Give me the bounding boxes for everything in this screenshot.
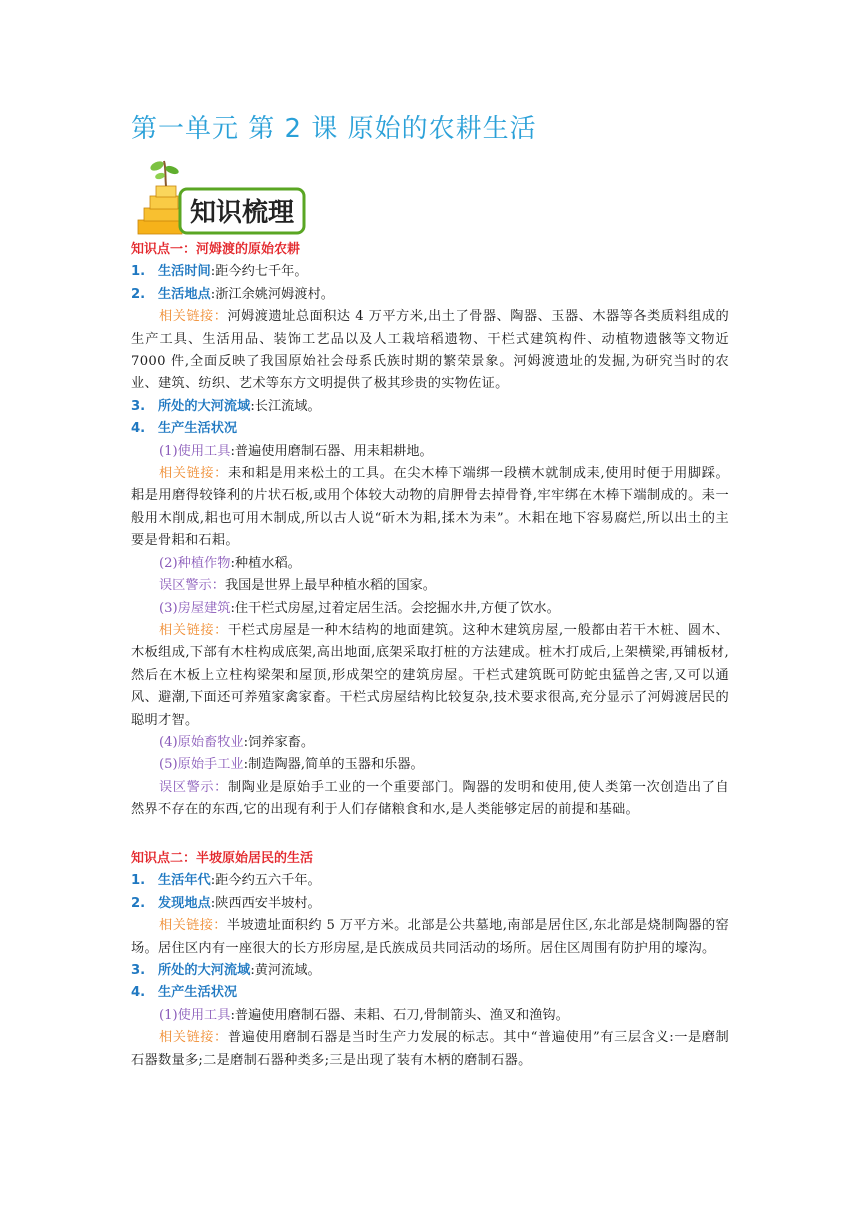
- point1-heading: 知识点一：河姆渡的原始农耕: [131, 242, 301, 257]
- badge-text: 知识梳理: [189, 198, 295, 228]
- point2-item-2: 2. 发现地点:陕西西安半坡村。: [131, 895, 321, 911]
- point1-item-1: 1. 生活时间:距今约七千年。: [131, 264, 308, 280]
- knowledge-badge: [136, 158, 306, 236]
- point1-warning-1: 误区警示：我国是世界上最早种植水稻的国家。: [159, 578, 436, 594]
- point1-sub-4: (4)原始畜牧业:饲养家畜。: [159, 734, 315, 750]
- point2-item-3: 3. 所处的大河流域:黄河流域。: [131, 963, 321, 979]
- point2-item-1: 1. 生活年代:距今约五六千年。: [131, 873, 321, 889]
- point1-link-2: 相关链接：耒和耜是用来松土的工具。在尖木棒下端绑一段横木就制成耒,使用时便于用脚踩。耜是用磨得较锋利的片状石板,或用个体较大动物的肩胛骨去掉骨脊,牢牢绑在木棒下端制成的。耒一般用木削成,耜也可用木制成,所以古人说“斫木为耜,揉木为耒”。木耜在地下容易腐烂,所以出土的主要是骨耜和石耜。: [131, 466, 729, 549]
- page-title: 第一单元 第 2 课 原始的农耕生活: [131, 114, 537, 144]
- point1-link-1: 相关链接：河姆渡遗址总面积达 4 万平方米,出土了骨器、陶器、玉器、木器等各类质料组成的生产工具、生活用品、装饰工艺品以及人工栽培稻遗物、干栏式建筑构件、动植物遗骸等文物近 7000 件,全面反映了我国原始社会母系氏族时期的繁荣景象。河姆渡遗址的发掘,为研究当时的农业、建筑、纺织、艺术等东方文明提供了极其珍贵的实物佐证。: [131, 309, 729, 392]
- point2-item-4: 4. 生产生活状况: [131, 985, 238, 1001]
- point2-link-2: 相关链接：普遍使用磨制石器是当时生产力发展的标志。其中“普遍使用”有三层含义:一是磨制石器数量多;二是磨制石器种类多;三是出现了装有木柄的磨制石器。: [131, 1030, 729, 1068]
- point2-link-1: 相关链接：半坡遗址面积约 5 万平方米。北部是公共墓地,南部是居住区,东北部是烧制陶器的窑场。居住区内有一座很大的长方形房屋,是氏族成员共同活动的场所。居住区周围有防护用的壕沟。: [131, 918, 730, 956]
- knowledge-point-2: [131, 848, 729, 1072]
- point1-item-4: 4. 生产生活状况: [131, 421, 238, 437]
- point1-sub-2: (2)种植作物:种植水稻。: [159, 555, 301, 571]
- point1-sub-3: (3)房屋建筑:住干栏式房屋,过着定居生活。会挖掘水井,方便了饮水。: [159, 600, 560, 616]
- point1-sub-1: (1)使用工具:普遍使用磨制石器、用耒耜耕地。: [159, 443, 433, 459]
- point2-sub-1: (1)使用工具:普遍使用磨制石器、耒耜、石刀,骨制箭头、渔叉和渔钩。: [159, 1007, 569, 1023]
- point1-warning-2: 误区警示：制陶业是原始手工业的一个重要部门。陶器的发明和使用,使人类第一次创造出了自然界不存在的东西,它的出现有利于人们存储粮食和水,是人类能够定居的前提和基础。: [131, 779, 729, 818]
- point1-sub-5: (5)原始手工业:制造陶器,简单的玉器和乐器。: [159, 757, 424, 773]
- point1-item-3: 3. 所处的大河流域:长江流域。: [131, 398, 321, 414]
- point1-item-2: 2. 生活地点:浙江余姚河姆渡村。: [131, 286, 334, 302]
- point2-heading: 知识点二：半坡原始居民的生活: [131, 851, 314, 866]
- point1-link-3: 相关链接：干栏式房屋是一种木结构的地面建筑。这种木建筑房屋,一般都由若干木桩、圆木、木板组成,下部有木柱构成底架,高出地面,底架采取打桩的方法建成。桩木打成后,上架横梁,再铺板材,然后在木板上立柱构梁架和屋顶,形成架空的建筑房屋。干栏式建筑既可防蛇虫猛兽之害,又可以通风、避潮,下面还可养殖家禽家畜。干栏式房屋结构比较复杂,技术要求很高,充分显示了河姆渡居民的聪明才智。: [131, 622, 729, 728]
- knowledge-point-1: [131, 239, 729, 822]
